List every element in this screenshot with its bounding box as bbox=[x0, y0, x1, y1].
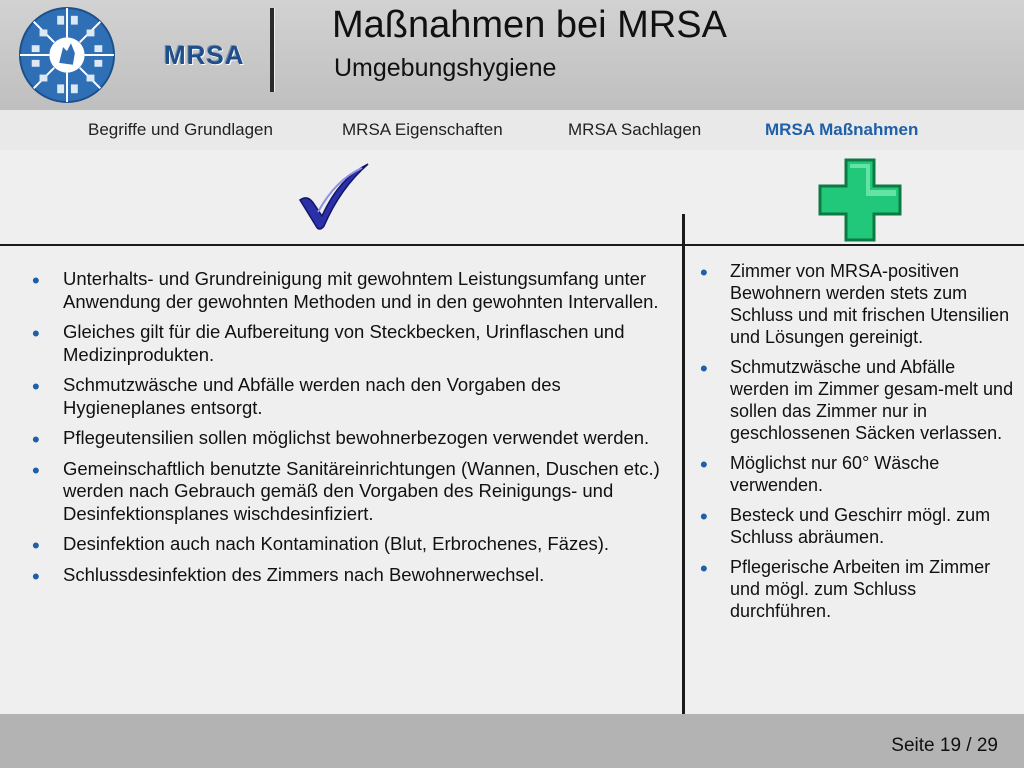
page-number: Seite 19 / 29 bbox=[891, 735, 998, 756]
bullet-icon: • bbox=[32, 533, 40, 558]
list-item-text: Schmutzwäsche und Abfälle werden nach den Vorgaben des Hygieneplanes entsorgt. bbox=[63, 374, 561, 418]
list-item bbox=[696, 356, 1018, 444]
bullet-icon: • bbox=[32, 374, 40, 399]
list-item-text: Möglichst nur 60° Wäsche verwenden. bbox=[730, 453, 940, 495]
list-item-text: Gleiches gilt für die Aufbereitung von Steckbecken, Urinflaschen und Medizinprodukten. bbox=[63, 321, 625, 365]
list-item-text: Gemeinschaftlich benutzte Sanitäreinrichtungen (Wannen, Duschen etc.) werden nach Gebrauch gemäß den Vorgaben des Reinigungs- und Desinfektionsplanes wischdesinfiziert. bbox=[63, 457, 660, 524]
care-wheel-logo-icon bbox=[18, 6, 116, 104]
list-item-text: Schmutzwäsche und Abfälle werden im Zimmer gesam-melt und sollen das Zimmer nur in geschlossenen Säcken verlassen. bbox=[730, 357, 1014, 443]
nav-item-sachlagen[interactable]: MRSA Sachlagen bbox=[568, 120, 702, 139]
list-item-text: Besteck und Geschirr mögl. zum Schluss abräumen. bbox=[730, 505, 991, 547]
list-item bbox=[696, 452, 1018, 496]
list-item bbox=[28, 268, 676, 313]
header-rule bbox=[0, 244, 1024, 246]
list-item bbox=[28, 374, 676, 419]
list-item bbox=[28, 533, 676, 556]
list-item bbox=[696, 504, 1018, 548]
right-bullet-list bbox=[696, 260, 1018, 630]
nav-item-eigenschaften[interactable]: MRSA Eigenschaften bbox=[342, 120, 503, 139]
brand-label: MRSA bbox=[164, 40, 245, 70]
list-item-text: Pflegeutensilien sollen möglichst bewohnerbezogen verwendet werden. bbox=[63, 427, 650, 448]
nav-item-begriffe[interactable]: Begriffe und Grundlagen bbox=[88, 120, 273, 139]
bullet-icon: • bbox=[32, 268, 40, 293]
bullet-icon: • bbox=[32, 563, 40, 589]
list-item bbox=[28, 427, 676, 450]
bullet-icon: • bbox=[700, 556, 708, 581]
list-item bbox=[28, 564, 676, 587]
slide-footer bbox=[0, 714, 1024, 768]
bullet-icon: • bbox=[700, 356, 708, 381]
header-separator bbox=[270, 8, 274, 92]
column-divider bbox=[682, 214, 685, 714]
page-title: Maßnahmen bei MRSA bbox=[332, 4, 727, 46]
bullet-icon: • bbox=[32, 427, 40, 452]
list-item-text: Pflegerische Arbeiten im Zimmer und mögl. zum Schluss durchführen. bbox=[730, 557, 991, 621]
bullet-icon: • bbox=[32, 457, 40, 483]
list-item-text: Desinfektion auch nach Kontamination (Blut, Erbrochenes, Fäzes). bbox=[63, 533, 610, 554]
list-item bbox=[696, 556, 1018, 622]
list-item bbox=[28, 321, 676, 366]
green-cross-icon bbox=[816, 156, 904, 244]
page-subtitle: Umgebungshygiene bbox=[334, 54, 557, 82]
list-item-text: Unterhalts- und Grundreinigung mit gewohntem Leistungsumfang unter Anwendung der gewohnten Methoden und in den gewohnten Intervallen. bbox=[63, 268, 659, 312]
list-item bbox=[28, 458, 676, 526]
left-bullet-list bbox=[28, 268, 676, 594]
list-item-text: Schlussdesinfektion des Zimmers nach Bewohnerwechsel. bbox=[63, 563, 545, 585]
bullet-icon: • bbox=[700, 504, 708, 529]
checkmark-icon bbox=[296, 160, 372, 232]
bullet-icon: • bbox=[700, 260, 708, 285]
list-item-text: Zimmer von MRSA-positiven Bewohnern werden stets zum Schluss und mit frischen Utensilien und Lösungen gereinigt. bbox=[730, 261, 1010, 347]
nav-item-massnahmen[interactable]: MRSA Maßnahmen bbox=[765, 120, 919, 139]
bullet-icon: • bbox=[700, 452, 708, 477]
bullet-icon: • bbox=[32, 321, 40, 346]
list-item bbox=[696, 260, 1018, 348]
